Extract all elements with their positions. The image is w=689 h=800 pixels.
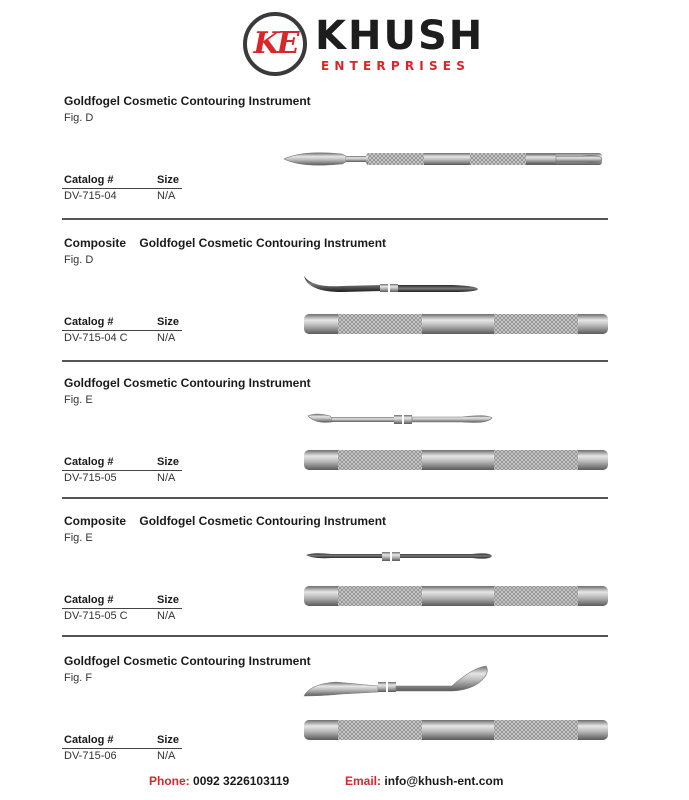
catalog-header: Catalog # (64, 316, 114, 328)
size-value: N/A (157, 190, 176, 202)
product-title (64, 514, 386, 528)
catalog-number: DV-715-04 C (64, 332, 128, 344)
product-title (64, 94, 311, 108)
size-header: Size (157, 734, 180, 746)
figure-label: Fig. E (64, 394, 93, 406)
product-title-text: Goldfogel Cosmetic Contouring Instrument (64, 654, 311, 668)
email-address: info@khush-ent.com (384, 774, 504, 788)
instrument-image (282, 148, 604, 170)
product-title-text: Goldfogel Cosmetic Contouring Instrument (64, 94, 311, 108)
product-prefix: Composite (64, 514, 127, 528)
instrument-image (302, 546, 608, 612)
figure-label: Fig. E (64, 532, 93, 544)
size-value: N/A (157, 610, 176, 622)
section-divider (62, 497, 608, 499)
email-contact[interactable] (345, 774, 503, 788)
size-header: Size (157, 456, 180, 468)
instrument-image (302, 664, 608, 746)
size-value: N/A (157, 750, 176, 762)
catalog-header: Catalog # (64, 174, 114, 186)
product-title (64, 236, 386, 250)
figure-label: Fig. D (64, 112, 94, 124)
section-divider (62, 218, 608, 220)
product-title-text: Goldfogel Cosmetic Contouring Instrument (139, 236, 387, 250)
product-title (64, 654, 311, 668)
logo-monogram: KE (253, 26, 297, 61)
size-value: N/A (157, 472, 176, 484)
header-rule (62, 470, 182, 471)
brand-subtitle: ENTERPRISES (321, 59, 471, 73)
section-divider (62, 635, 608, 637)
size-header: Size (157, 174, 180, 186)
catalog-header: Catalog # (64, 456, 114, 468)
phone-contact[interactable] (149, 774, 289, 788)
brand-name: KHUSH (315, 13, 485, 59)
phone-number: 0092 3226103119 (193, 774, 290, 788)
size-header: Size (157, 594, 180, 606)
catalog-number: DV-715-04 (64, 190, 117, 202)
email-label: Email: (345, 774, 382, 788)
instrument-image (302, 272, 608, 338)
catalog-number: DV-715-05 C (64, 610, 128, 622)
header-rule (62, 188, 182, 189)
product-title-text: Goldfogel Cosmetic Contouring Instrument (64, 376, 311, 390)
figure-label: Fig. D (64, 254, 94, 266)
header-rule (62, 748, 182, 749)
header-rule (62, 608, 182, 609)
instrument-image (302, 410, 608, 476)
product-title (64, 376, 311, 390)
size-value: N/A (157, 332, 176, 344)
size-header: Size (157, 316, 180, 328)
product-title-text: Goldfogel Cosmetic Contouring Instrument (139, 514, 387, 528)
section-divider (62, 360, 608, 362)
catalog-number: DV-715-05 (64, 472, 117, 484)
phone-label: Phone: (149, 774, 190, 788)
catalog-header: Catalog # (64, 734, 114, 746)
figure-label: Fig. F (64, 672, 93, 684)
catalog-number: DV-715-06 (64, 750, 117, 762)
header-rule (62, 330, 182, 331)
product-prefix: Composite (64, 236, 127, 250)
catalog-header: Catalog # (64, 594, 114, 606)
brand-logo (243, 10, 485, 80)
